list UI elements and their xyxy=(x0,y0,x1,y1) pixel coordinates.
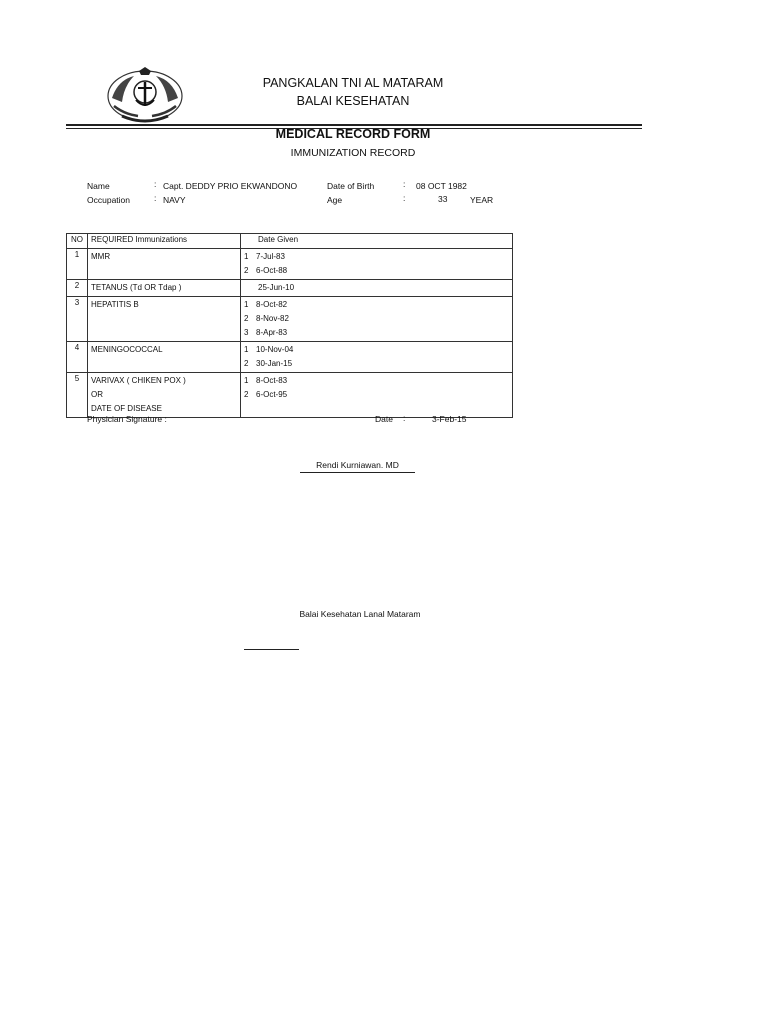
dose-date: 6-Oct-88 xyxy=(256,266,288,275)
physician-signature-label: Physician Signature : xyxy=(87,414,167,424)
dose-number: 1 xyxy=(244,252,249,261)
date-given-cell xyxy=(241,249,513,280)
date-given-cell xyxy=(241,297,513,342)
dose-line xyxy=(244,312,509,326)
date-given-cell xyxy=(241,280,513,297)
physician-name: Rendi Kurniawan. MD xyxy=(316,460,399,470)
immunization-table-body xyxy=(67,249,513,418)
dose-line xyxy=(244,298,509,312)
dose-line xyxy=(244,374,509,388)
dose-date: 30-Jan-15 xyxy=(256,359,293,368)
age-value: 33 xyxy=(438,194,448,204)
dob-colon: : xyxy=(403,179,406,189)
dose-number: 2 xyxy=(244,359,249,368)
table-row xyxy=(67,280,513,297)
signature-date-colon: : xyxy=(403,413,406,423)
immunization-name: TETANUS (Td OR Tdap ) xyxy=(91,283,182,292)
form-title: MEDICAL RECORD FORM xyxy=(275,127,431,141)
dose-line xyxy=(244,388,509,402)
dose-number: 2 xyxy=(244,390,249,399)
immunization-name-cell xyxy=(88,280,241,297)
row-number: 2 xyxy=(67,280,88,297)
dose-date: 8-Nov-82 xyxy=(256,314,289,323)
footer-signature-line xyxy=(244,649,299,650)
immunization-name-cell xyxy=(88,249,241,280)
immunization-name-cell xyxy=(88,342,241,373)
row-number: 3 xyxy=(67,297,88,342)
age-unit: YEAR xyxy=(470,195,494,205)
immunization-name: VARIVAX ( CHIKEN POX ) xyxy=(91,376,186,385)
immunization-name: MENINGOCOCCAL xyxy=(91,345,163,354)
dose-date: 8-Apr-83 xyxy=(256,328,288,337)
dose-line xyxy=(244,357,509,371)
age-label: Age xyxy=(327,195,343,205)
dose-date: 25-Jun-10 xyxy=(258,283,295,292)
signature-date-value: 3-Feb-15 xyxy=(432,414,467,424)
table-header-row xyxy=(67,234,513,249)
row-number: 1 xyxy=(67,249,88,280)
dose-number: 3 xyxy=(244,328,249,337)
occupation-value: NAVY xyxy=(163,195,186,205)
footer-institution: Balai Kesehatan Lanal Mataram xyxy=(299,609,421,619)
dose-date: 6-Oct-95 xyxy=(256,390,288,399)
header-date-given-label: Date Given xyxy=(258,235,299,244)
row-number: 4 xyxy=(67,342,88,373)
dose-number: 1 xyxy=(244,376,249,385)
name-value: Capt. DEDDY PRIO EKWANDONO xyxy=(163,181,298,191)
name-colon: : xyxy=(154,179,157,189)
row-number: 5 xyxy=(67,373,88,418)
table-row xyxy=(67,297,513,342)
dose-date: 8-Oct-83 xyxy=(256,376,288,385)
immunization-name: MMR xyxy=(91,252,111,261)
date-given-cell xyxy=(241,373,513,418)
physician-signature-line xyxy=(300,472,415,473)
dose-line xyxy=(244,281,509,295)
immunization-name: HEPATITIS B xyxy=(91,300,139,309)
dob-label: Date of Birth xyxy=(327,181,375,191)
occupation-colon: : xyxy=(154,193,157,203)
dose-number: 1 xyxy=(244,345,249,354)
immunization-name: DATE OF DISEASE xyxy=(91,404,162,413)
form-subtitle: IMMUNIZATION RECORD xyxy=(290,147,416,159)
header-line-2: BALAI KESEHATAN xyxy=(296,94,410,108)
header-line-1: PANGKALAN TNI AL MATARAM xyxy=(262,76,444,90)
dose-line xyxy=(244,264,509,278)
header-date-given xyxy=(241,234,513,249)
table-row xyxy=(67,249,513,280)
dob-value: 08 OCT 1982 xyxy=(416,181,467,191)
dose-date: 10-Nov-04 xyxy=(256,345,294,354)
date-given-cell xyxy=(241,342,513,373)
dose-number: 1 xyxy=(244,300,249,309)
immunization-name-cell xyxy=(88,297,241,342)
immunization-name: OR xyxy=(91,390,103,399)
dose-number: 2 xyxy=(244,266,249,275)
dose-line xyxy=(244,326,509,340)
occupation-label: Occupation xyxy=(87,195,130,205)
dose-number: 2 xyxy=(244,314,249,323)
immunization-table xyxy=(66,233,513,418)
header-divider-thick xyxy=(66,124,642,126)
dose-date: 8-Oct-82 xyxy=(256,300,288,309)
immunization-name-cell xyxy=(88,373,241,418)
navy-emblem-logo xyxy=(104,66,186,126)
table-row xyxy=(67,373,513,418)
name-label: Name xyxy=(87,181,110,191)
dose-line xyxy=(244,343,509,357)
dose-line xyxy=(244,250,509,264)
table-row xyxy=(67,342,513,373)
signature-date-label: Date xyxy=(375,414,393,424)
header-no: NO xyxy=(67,234,88,249)
header-required: REQUIRED Immunizations xyxy=(88,234,241,249)
age-colon: : xyxy=(403,193,406,203)
dose-date: 7-Jul-83 xyxy=(256,252,285,261)
